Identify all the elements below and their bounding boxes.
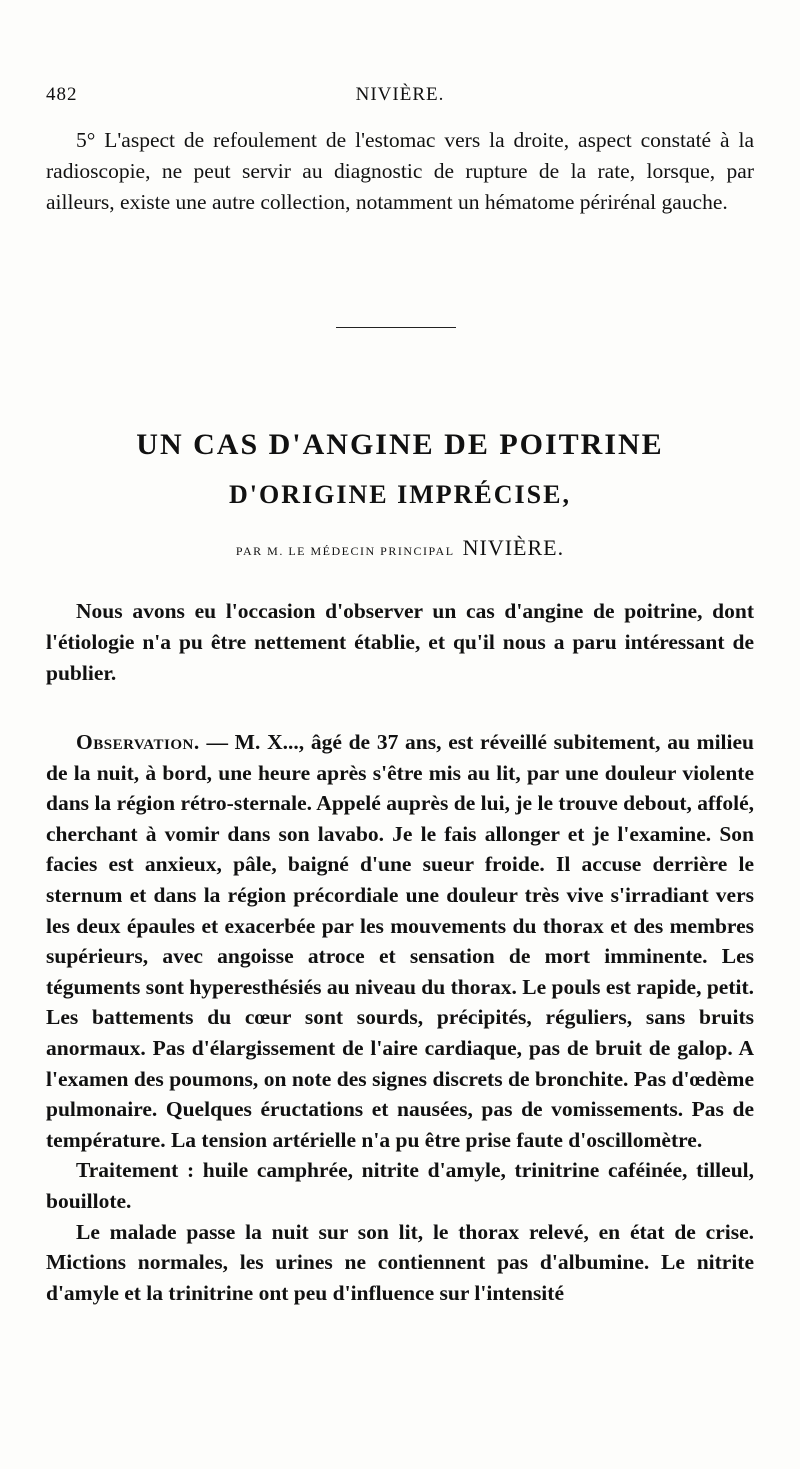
running-title: NIVIÈRE. (355, 84, 445, 105)
previous-article-conclusion (46, 125, 754, 219)
article-title-line-2: D'ORIGINE IMPRÉCISE, (229, 480, 571, 509)
intro-block (46, 596, 754, 690)
byline (46, 535, 754, 561)
running-head (46, 84, 754, 114)
observation-paragraph (46, 727, 754, 1155)
night-paragraph: Le malade passe la nuit sur son lit, le thorax relevé, en état de crise. Mictions normales, les urines ne contiennent pas d'albumine. Le nitrite d'amyle et la trinitrine ont peu d'influence sur l'intensité (46, 1219, 754, 1305)
observation-text: — M. X..., âgé de 37 ans, est réveillé subitement, au milieu de la nuit, à bord, une heure après s'être mis au lit, par une douleur violente dans la région rétro-sternale. Appelé auprès de lui, je le trouve debout, affolé, cherchant à vomir dans son lavabo. Je le fais allonger et je l'examine. Son facies est anxieux, pâle, baigné d'une sueur froide. Il accuse derrière le sternum et dans la région précordiale une douleur très vive s'irradiant vers les deux épaules et exacerbée par les mouvements du thorax et des membres supérieurs, avec angoisse atroce et sensation de mort imminente. Les téguments sont hyperesthésiés au niveau du thorax. Le pouls est rapide, petit. Les battements du cœur sont sourds, précipités, réguliers, sans bruits anormaux. Pas d'élargissement de l'aire cardiaque, pas de bruit de galop. A l'examen des poumons, on note des signes discrets de bronchite. Pas d'œdème pulmonaire. Quelques éructations et nausées, pas de vomissements. Pas de température. La tension artérielle n'a pu être prise faute d'oscillomètre. (46, 730, 754, 1152)
intro-paragraph: Nous avons eu l'occasion d'observer un cas d'angine de poitrine, dont l'étiologie n'a pu être nettement établie, et qu'il nous a paru intéressant de publier. (46, 599, 754, 686)
section-separator (336, 327, 456, 328)
page-number: 482 (46, 84, 78, 105)
article-title-line-1: UN CAS D'ANGINE DE POITRINE (136, 428, 664, 461)
byline-author: NIVIÈRE. (462, 535, 565, 560)
byline-prefix: PAR M. LE MÉDECIN PRINCIPAL (235, 544, 455, 558)
treatment-paragraph: Traitement : huile camphrée, nitrite d'amyle, trinitrine caféinée, tilleul, bouillote. (46, 1158, 754, 1213)
observation-block (46, 727, 754, 1308)
observation-label: Observation. (76, 730, 200, 754)
conclusion-paragraph: 5° L'aspect de refoulement de l'estomac vers la droite, aspect constaté à la radioscopie, ne peut servir au diagnostic de rupture de la rate, lorsque, par ailleurs, existe une autre collection, notamment un hématome périrénal gauche. (46, 128, 754, 215)
